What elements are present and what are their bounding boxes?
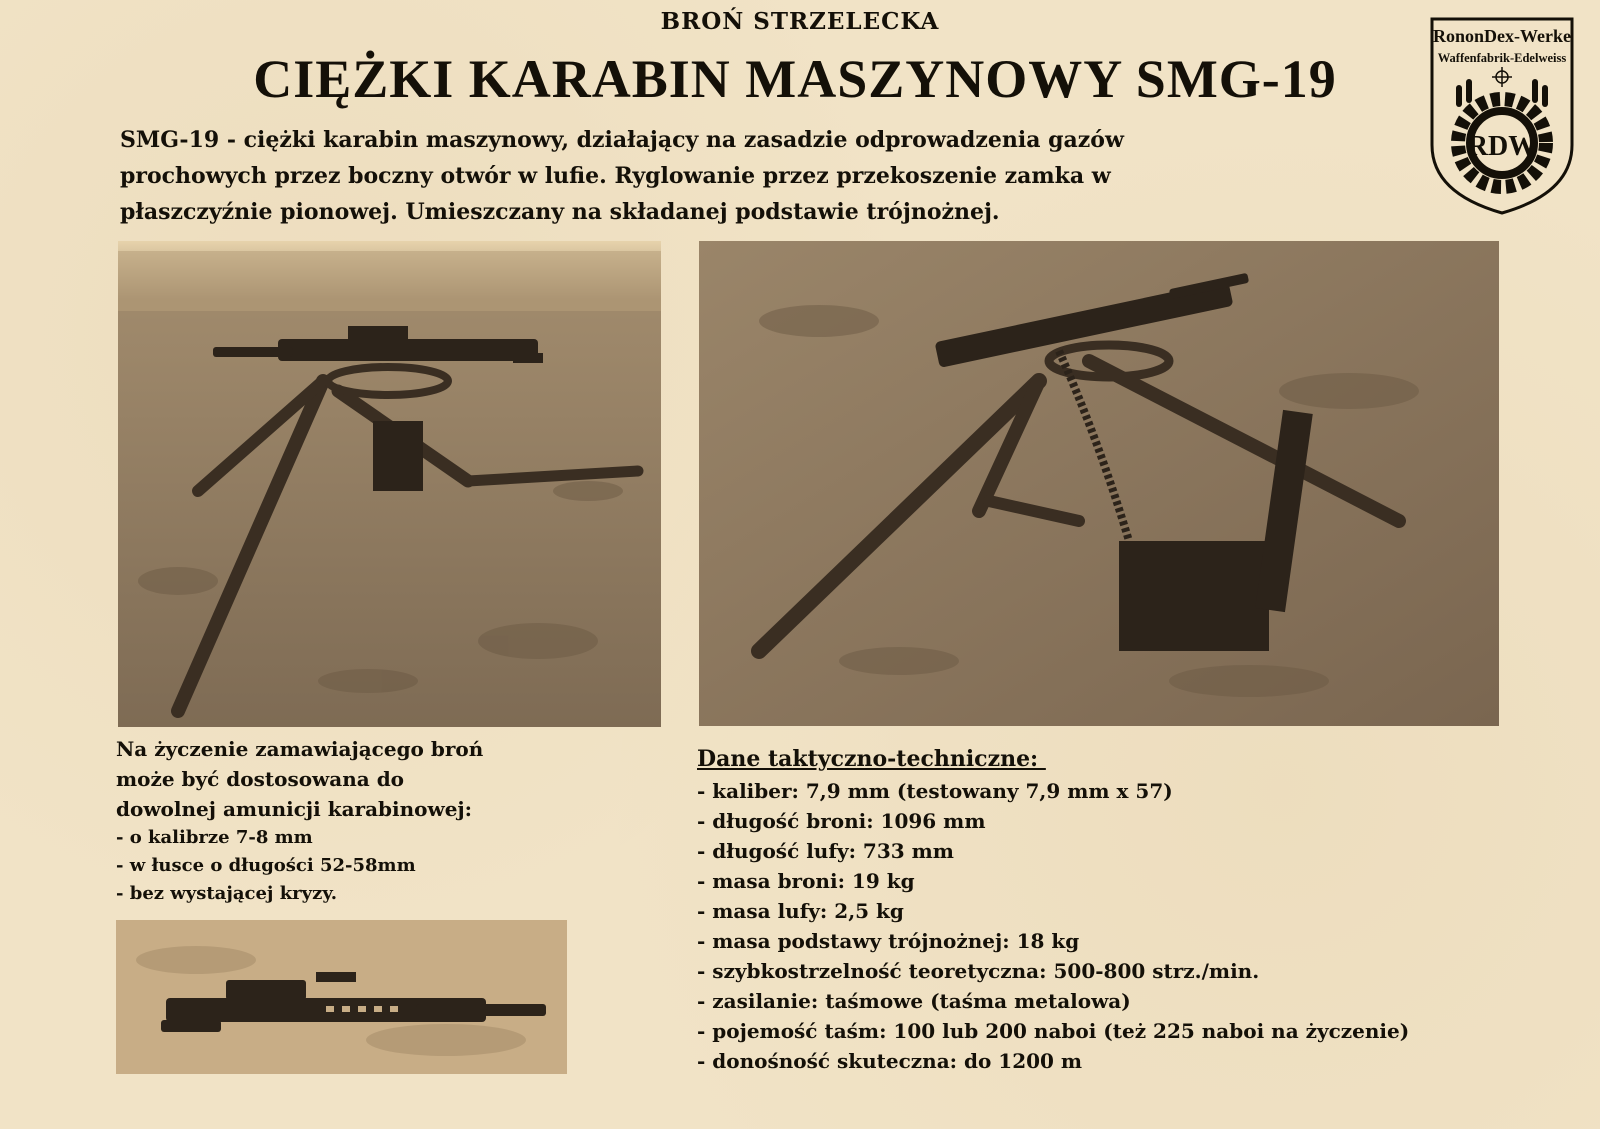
logo-subname: Waffenfabrik-Edelweiss — [1437, 51, 1567, 65]
spec-item: - masa broni: 19 kg — [697, 869, 915, 893]
logo-monogram: RDW — [1467, 131, 1537, 162]
custom-line: może być dostosowana do — [116, 767, 405, 791]
intro-line: prochowych przez boczny otwór w lufie. Ryglowanie przez przekoszenie zamka w — [120, 163, 1111, 189]
custom-list-item: - w łusce o długości 52-58mm — [116, 855, 416, 876]
intro-paragraph — [120, 122, 1360, 230]
spec-item: - szybkostrzelność teoretyczna: 500-800 strz./min. — [697, 959, 1260, 983]
specs-list — [697, 776, 1577, 1076]
spec-item: - masa lufy: 2,5 kg — [697, 899, 904, 923]
intro-line: SMG-19 - ciężki karabin maszynowy, działający na zasadzie odprowadzenia gazów — [120, 127, 1124, 153]
specs-heading: Dane taktyczno-techniczne: — [697, 746, 1046, 772]
spec-item: - kaliber: 7,9 mm (testowany 7,9 mm x 57) — [697, 779, 1173, 803]
customization-note — [116, 734, 576, 908]
spec-item: - donośność skuteczna: do 1200 m — [697, 1049, 1083, 1073]
custom-line: Na życzenie zamawiającego broń — [116, 737, 484, 761]
custom-line: dowolnej amunicji karabinowej: — [116, 797, 473, 821]
custom-list-item: - o kalibrze 7-8 mm — [116, 827, 313, 848]
photo-gun-body — [116, 920, 567, 1074]
photo-tripod-front — [118, 241, 661, 727]
logo-name: RononDex-Werke — [1433, 26, 1571, 46]
spec-item: - długość broni: 1096 mm — [697, 809, 986, 833]
spec-item: - długość lufy: 733 mm — [697, 839, 954, 863]
spec-item: - zasilanie: taśmowe (taśma metalowa) — [697, 989, 1131, 1013]
company-logo — [1428, 15, 1576, 215]
custom-list — [116, 824, 576, 908]
photo-tripod-side — [699, 241, 1499, 726]
custom-list-item: - bez wystającej kryzy. — [116, 883, 337, 904]
spec-item: - masa podstawy trójnożnej: 18 kg — [697, 929, 1080, 953]
spec-item: - pojemość taśm: 100 lub 200 naboi (też 225 naboi na życzenie) — [697, 1019, 1410, 1043]
document-category: BROŃ STRZELECKA — [660, 8, 940, 35]
intro-line: płaszczyźnie pionowej. Umieszczany na składanej podstawie trójnożnej. — [120, 199, 1000, 225]
specifications — [697, 744, 1577, 1076]
document-title: CIĘŻKI KARABIN MASZYNOWY SMG-19 — [253, 49, 1337, 109]
